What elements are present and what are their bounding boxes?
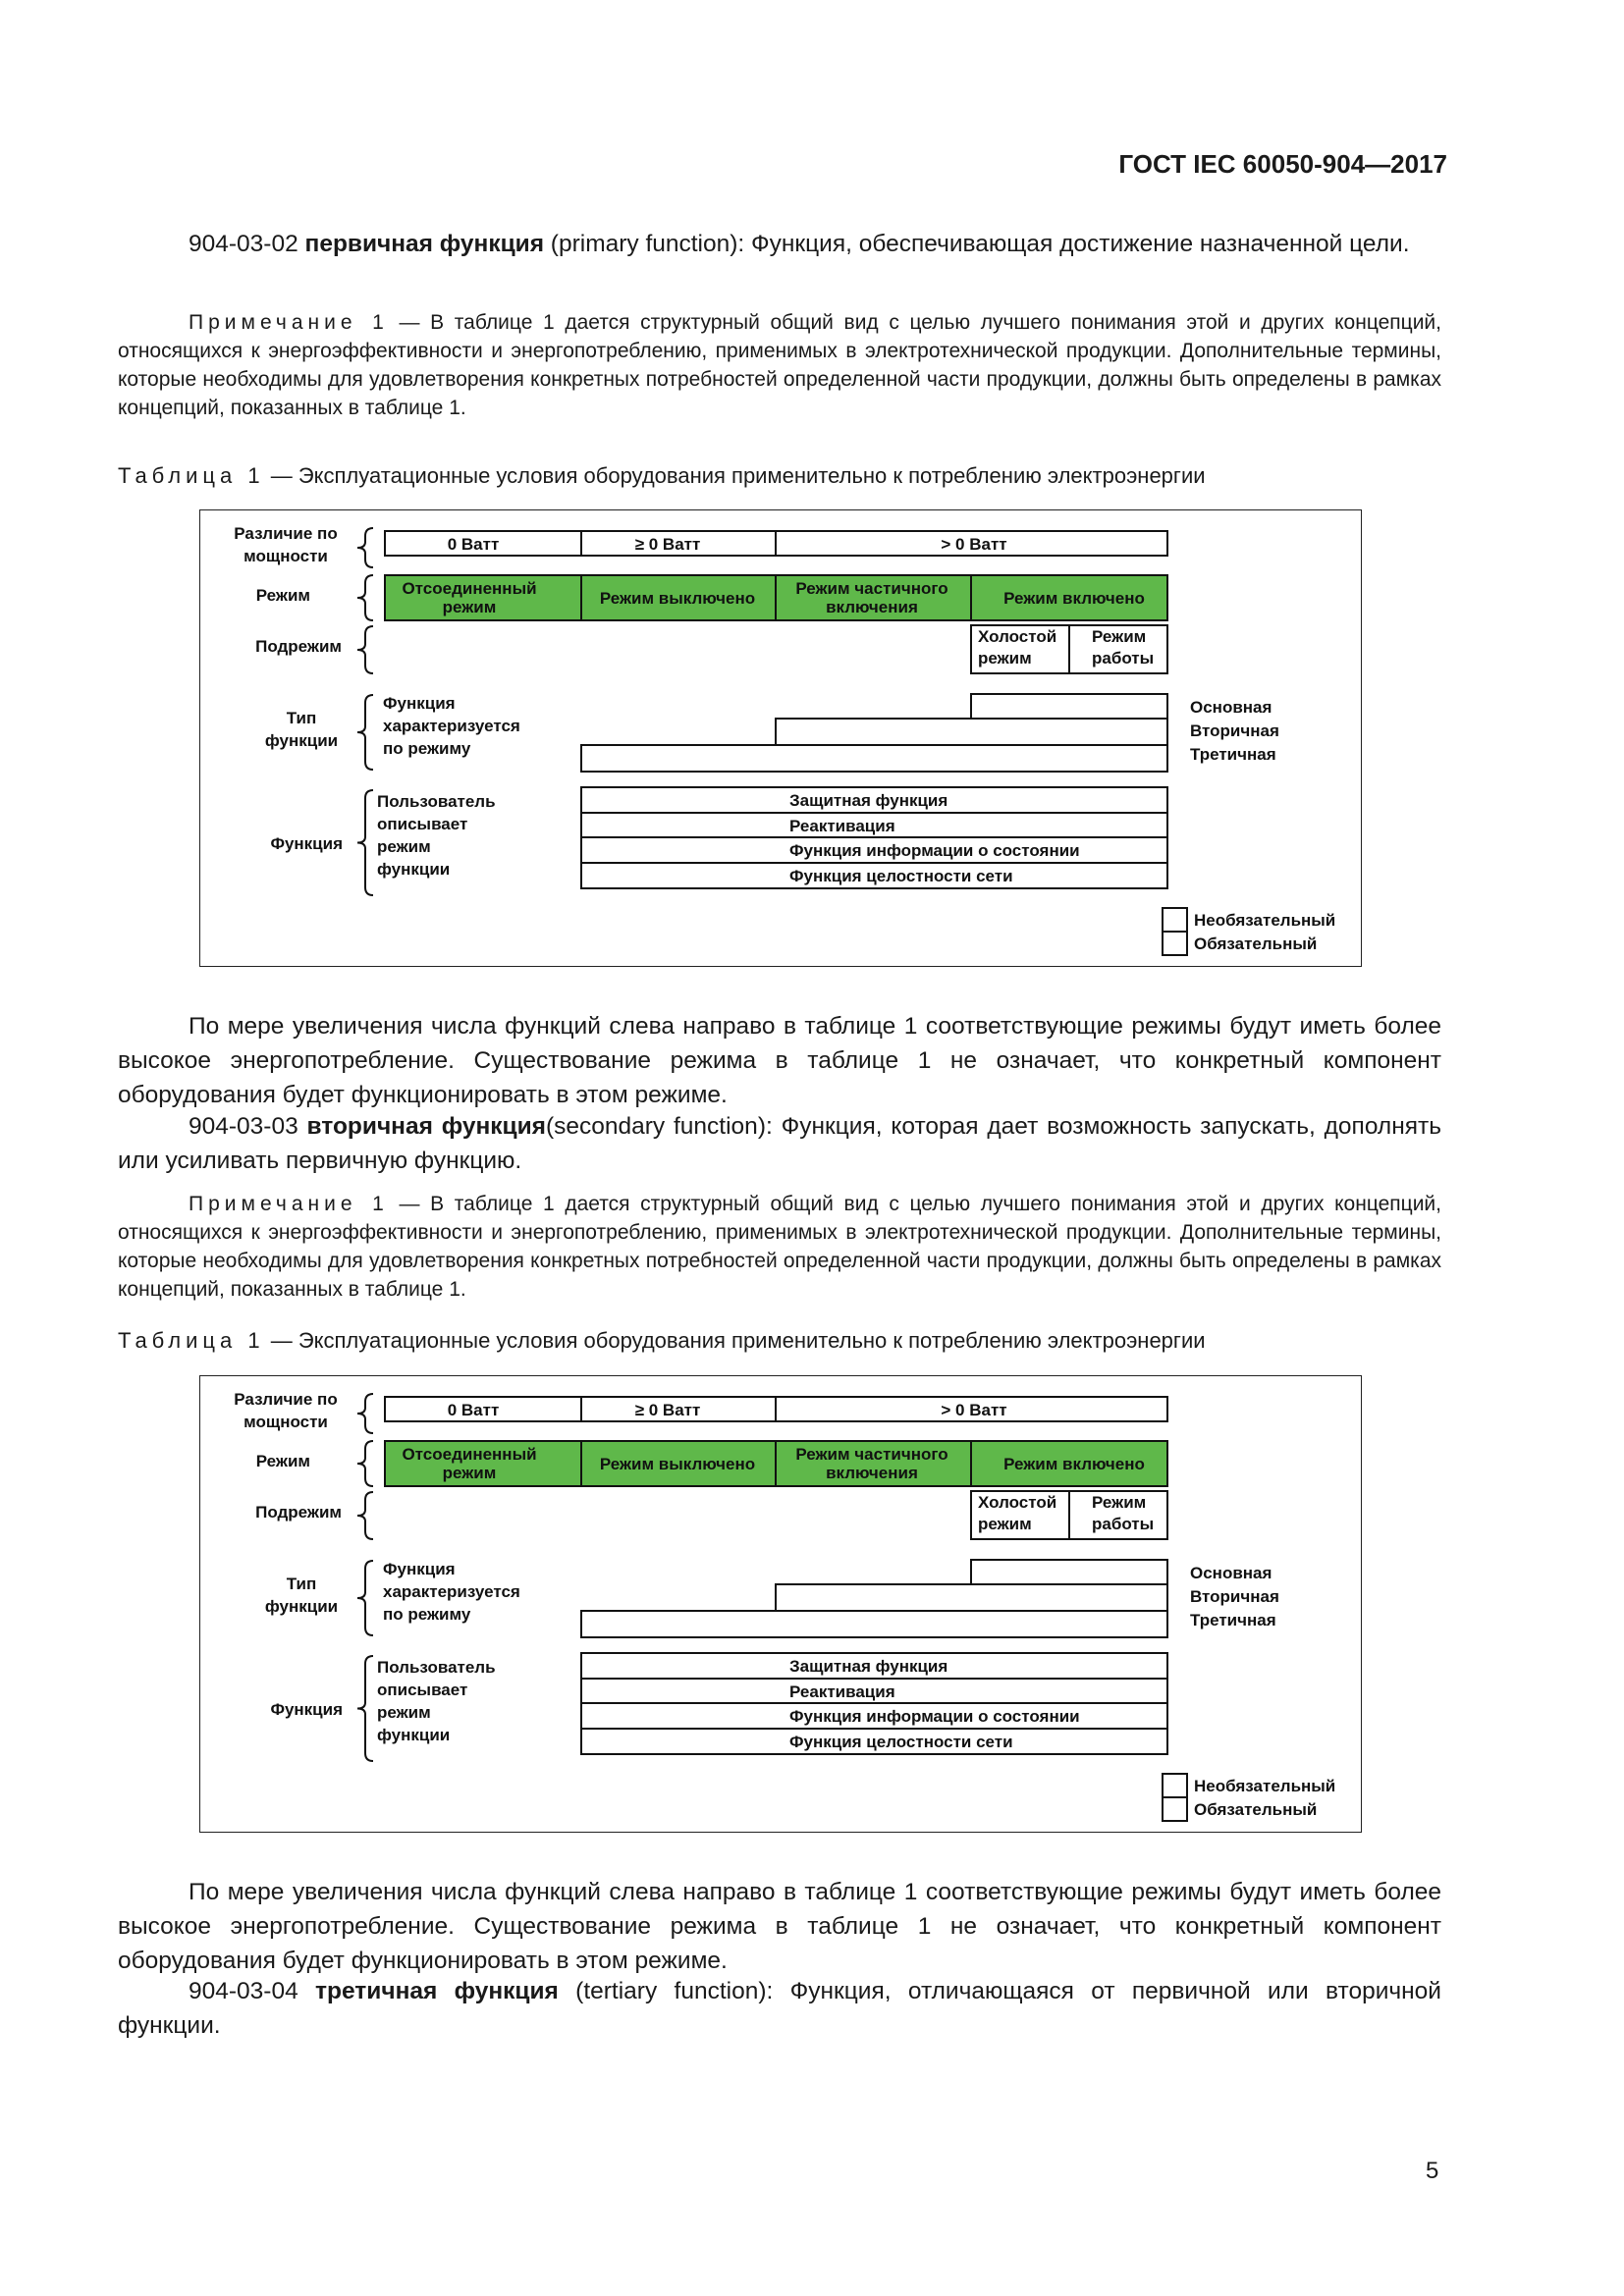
paragraph-text: По мере увеличения числа функций слева направо в таблице 1 соответствующие режимы будут иметь более высокое энергопотребление. Существование режима в таблице 1 не означает, что конкретный компонент оборудования будет функционировать в этом режиме. bbox=[118, 1879, 1441, 1974]
function-desc: описывает bbox=[377, 1681, 468, 1699]
legend-text: Обязательный bbox=[1194, 1800, 1318, 1819]
legend-text: Необязательный bbox=[1194, 911, 1336, 930]
power-brace bbox=[357, 528, 373, 567]
mode-cell-text: Режим частичного bbox=[795, 1445, 948, 1464]
note-2 bbox=[118, 1190, 1441, 1304]
functype-label: функции bbox=[264, 731, 339, 750]
mode-label: Режим bbox=[255, 1452, 310, 1470]
function-desc: описывает bbox=[377, 815, 468, 833]
term-name: первичная функция bbox=[304, 231, 544, 257]
note-1 bbox=[118, 308, 1441, 422]
page-number: 5 bbox=[1426, 2158, 1439, 2184]
function-brace bbox=[357, 1656, 373, 1761]
power-cell-text: 0 Ватт bbox=[447, 1401, 500, 1419]
function-row-text: Реактивация bbox=[789, 817, 895, 835]
functype-label: функции bbox=[264, 1597, 339, 1616]
function-desc: функции bbox=[377, 860, 451, 879]
function-brace bbox=[357, 790, 373, 895]
functype-bar-tertiary bbox=[581, 745, 1167, 772]
function-row-text: Защитная функция bbox=[789, 791, 948, 810]
functype-desc: по режиму bbox=[383, 1605, 471, 1624]
functype-level: Вторичная bbox=[1190, 1587, 1279, 1606]
functype-label: Тип bbox=[286, 1575, 317, 1593]
functype-brace bbox=[357, 695, 373, 770]
submode-brace bbox=[357, 1492, 373, 1539]
mode-cell-text: включения bbox=[826, 1464, 918, 1482]
function-label: Функция bbox=[270, 834, 343, 853]
functype-level: Основная bbox=[1190, 1564, 1272, 1582]
mode-cell-text: режим bbox=[442, 1464, 497, 1482]
note-label: Примечание 1 bbox=[189, 311, 389, 334]
functype-label: Тип bbox=[286, 709, 317, 727]
functype-brace bbox=[357, 1561, 373, 1635]
function-row-text: Функция информации о состоянии bbox=[789, 841, 1080, 860]
function-row-text: Функция целостности сети bbox=[789, 1733, 1013, 1751]
functype-bar-secondary bbox=[776, 1584, 1167, 1611]
mode-cell-text: Режим частичного bbox=[795, 579, 948, 598]
term-definition: (tertiary function): Функция, отличающаяся от первичной или вторичной функции. bbox=[118, 1978, 1441, 2039]
submode-cell-text: Режим bbox=[1092, 627, 1147, 646]
power-label: мощности bbox=[244, 1413, 328, 1431]
functype-bar-secondary bbox=[776, 719, 1167, 745]
term-definition: (primary function): Функция, обеспечивающая достижение назначенной цели. bbox=[544, 231, 1410, 257]
caption-label: Таблица 1 bbox=[118, 463, 265, 488]
paragraph-1 bbox=[118, 1009, 1441, 1112]
functype-bar-tertiary bbox=[581, 1611, 1167, 1637]
power-cell-text: > 0 Ватт bbox=[941, 1401, 1007, 1419]
function-row-text: Защитная функция bbox=[789, 1657, 948, 1676]
functype-level: Третичная bbox=[1190, 1611, 1276, 1629]
functype-bar-primary bbox=[971, 694, 1167, 719]
table-1-figure-repeat bbox=[199, 1375, 1362, 1833]
mode-cell-text: Режим выключено bbox=[599, 1455, 756, 1473]
caption-label: Таблица 1 bbox=[118, 1328, 265, 1353]
function-label: Функция bbox=[270, 1700, 343, 1719]
mode-cell-text: режим bbox=[442, 598, 497, 616]
functype-desc: Функция bbox=[383, 1560, 456, 1578]
functype-level: Основная bbox=[1190, 698, 1272, 717]
power-label: мощности bbox=[244, 547, 328, 565]
table-caption-1 bbox=[118, 463, 1206, 489]
term-number: 904-03-04 bbox=[189, 1978, 298, 2004]
function-desc: функции bbox=[377, 1726, 451, 1744]
submode-cell-text: работы bbox=[1092, 1515, 1155, 1533]
function-row-text: Реактивация bbox=[789, 1682, 895, 1701]
functype-desc: характеризуется bbox=[383, 717, 520, 735]
function-desc: режим bbox=[377, 1703, 431, 1722]
submode-cell-text: Режим bbox=[1092, 1493, 1147, 1512]
functype-desc: характеризуется bbox=[383, 1582, 520, 1601]
functype-level: Третичная bbox=[1190, 745, 1276, 764]
submode-cell-text: Холостой bbox=[978, 1493, 1057, 1512]
legend-box-optional bbox=[1163, 908, 1187, 932]
submode-cell-text: Холостой bbox=[978, 627, 1057, 646]
mode-cell-text: включения bbox=[826, 598, 918, 616]
mode-cell-text: Отсоединенный bbox=[402, 579, 537, 598]
document-header: ГОСТ IEC 60050-904—2017 bbox=[1118, 149, 1447, 179]
submode-cell-text: режим bbox=[978, 1515, 1032, 1533]
functype-desc: Функция bbox=[383, 694, 456, 713]
table-1-figure bbox=[199, 509, 1362, 967]
legend-text: Обязательный bbox=[1194, 934, 1318, 953]
function-desc: Пользователь bbox=[377, 792, 496, 811]
term-number: 904-03-02 bbox=[189, 231, 298, 257]
power-cell-text: 0 Ватт bbox=[447, 535, 500, 554]
power-brace bbox=[357, 1394, 373, 1433]
term-name: третичная функция bbox=[315, 1978, 559, 2004]
legend-text: Необязательный bbox=[1194, 1777, 1336, 1795]
legend-box-optional bbox=[1163, 1774, 1187, 1797]
legend-box-mandatory bbox=[1163, 1797, 1187, 1821]
term-number: 904-03-03 bbox=[189, 1113, 298, 1140]
table-1-diagram bbox=[200, 1376, 1363, 1834]
mode-brace bbox=[357, 1441, 373, 1486]
submode-cell-text: работы bbox=[1092, 649, 1155, 667]
note-text: — В таблице 1 дается структурный общий вид с целью лучшего понимания этой и других концепций, относящихся к энергоэффективности и энергопотреблению, применимых в электротехнической продукции. Дополнительные термины, которые необходимы для удовлетворения конкретных потребностей определенной части продукции, должны быть определены в рамках концепций, показанных в таблице 1. bbox=[118, 311, 1441, 419]
submode-label: Подрежим bbox=[255, 637, 342, 656]
caption-text: — Эксплуатационные условия оборудования применительно к потреблению электроэнергии bbox=[264, 463, 1206, 488]
term-904-03-02 bbox=[118, 227, 1441, 261]
table-caption-2 bbox=[118, 1328, 1206, 1354]
power-label: Различие по bbox=[234, 1390, 338, 1409]
functype-desc: по режиму bbox=[383, 739, 471, 758]
power-label: Различие по bbox=[234, 524, 338, 543]
submode-label: Подрежим bbox=[255, 1503, 342, 1522]
term-name: вторичная функция bbox=[306, 1113, 546, 1140]
mode-brace bbox=[357, 575, 373, 620]
term-definition: (secondary function): Функция, которая дает возможность запускать, дополнять или усиливать первичную функцию. bbox=[118, 1113, 1441, 1174]
function-desc: Пользователь bbox=[377, 1658, 496, 1677]
function-row-text: Функция информации о состоянии bbox=[789, 1707, 1080, 1726]
mode-cell-text: Режим включено bbox=[1003, 589, 1145, 608]
submode-brace bbox=[357, 626, 373, 673]
paragraph-text: По мере увеличения числа функций слева направо в таблице 1 соответствующие режимы будут иметь более высокое энергопотребление. Существование режима в таблице 1 не означает, что конкретный компонент оборудования будет функционировать в этом режиме. bbox=[118, 1013, 1441, 1108]
mode-cell-text: Режим включено bbox=[1003, 1455, 1145, 1473]
mode-cell-text: Отсоединенный bbox=[402, 1445, 537, 1464]
term-904-03-03 bbox=[118, 1109, 1441, 1178]
table-1-diagram bbox=[200, 510, 1363, 968]
term-904-03-04 bbox=[118, 1974, 1441, 2043]
submode-cell-text: режим bbox=[978, 649, 1032, 667]
mode-cell-text: Режим выключено bbox=[599, 589, 756, 608]
functype-bar-primary bbox=[971, 1560, 1167, 1584]
paragraph-2 bbox=[118, 1875, 1441, 1978]
note-label: Примечание 1 bbox=[189, 1193, 389, 1215]
caption-text: — Эксплуатационные условия оборудования применительно к потреблению электроэнергии bbox=[264, 1328, 1206, 1353]
note-text: — В таблице 1 дается структурный общий вид с целью лучшего понимания этой и других концепций, относящихся к энергоэффективности и энергопотреблению, применимых в электротехнической продукции. Дополнительные термины, которые необходимы для удовлетворения конкретных потребностей определенной части продукции, должны быть определены в рамках концепций, показанных в таблице 1. bbox=[118, 1193, 1441, 1301]
power-cell-text: > 0 Ватт bbox=[941, 535, 1007, 554]
power-cell-text: ≥ 0 Ватт bbox=[634, 1401, 701, 1419]
function-desc: режим bbox=[377, 837, 431, 856]
functype-level: Вторичная bbox=[1190, 721, 1279, 740]
function-row-text: Функция целостности сети bbox=[789, 867, 1013, 885]
power-cell-text: ≥ 0 Ватт bbox=[634, 535, 701, 554]
legend-box-mandatory bbox=[1163, 932, 1187, 955]
mode-label: Режим bbox=[255, 586, 310, 605]
